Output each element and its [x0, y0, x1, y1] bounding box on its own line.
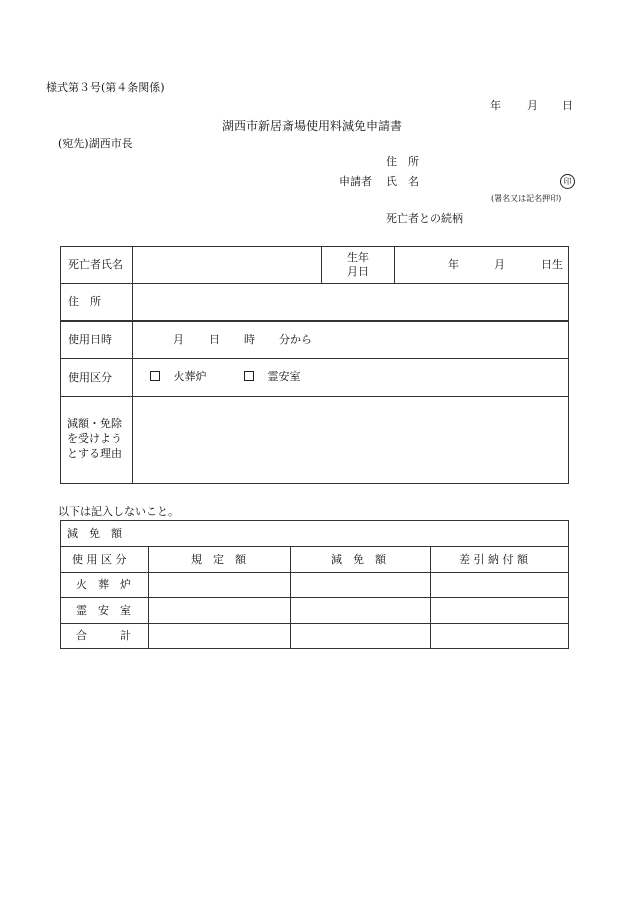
reason-label-line1: 減額・免除 [67, 417, 122, 430]
reason-label-line3: とする理由 [67, 447, 122, 460]
applicant-label: 申請者 [339, 175, 372, 188]
date-month-label: 月 [527, 99, 538, 112]
usage-hour-label: 時 [244, 333, 255, 346]
usage-day-label: 日 [209, 333, 220, 346]
row-divider [60, 597, 569, 598]
column-divider [430, 546, 431, 649]
col-header-balance: 差 引 納 付 額 [459, 553, 528, 566]
usage-date-label: 使用日時 [68, 333, 112, 346]
mortuary-checkbox[interactable] [244, 371, 254, 381]
applicant-address-label: 住 所 [386, 155, 419, 168]
seal-mark: 印 [560, 174, 575, 189]
cremation-label: 火葬炉 [173, 370, 207, 383]
col-header-reduction: 減 免 額 [331, 553, 386, 566]
reason-label-line2: を受けよう [67, 432, 122, 445]
usage-minute-label: 分から [279, 333, 312, 346]
birth-label-divider [321, 246, 322, 283]
birth-year-label: 年 [448, 258, 459, 271]
deceased-address-label: 住 所 [68, 295, 101, 308]
cremation-checkbox[interactable] [150, 371, 160, 381]
office-use-note: 以下は記入しないこと。 [58, 505, 179, 518]
mortuary-label: 霊安室 [267, 370, 301, 383]
reason-field[interactable] [133, 397, 568, 483]
deceased-name-label: 死亡者氏名 [68, 258, 123, 271]
row-divider [60, 358, 569, 359]
row-divider [60, 572, 569, 573]
usage-category-label: 使用区分 [68, 371, 112, 384]
relation-label: 死亡者との続柄 [386, 212, 463, 225]
date-day-label: 日 [562, 99, 573, 112]
seal-note: (署名又は記名押印) [491, 194, 562, 203]
column-divider [290, 546, 291, 649]
usage-date-field[interactable] [133, 322, 568, 357]
row-label-total: 合 計 [76, 629, 131, 642]
deceased-name-field[interactable] [133, 247, 320, 282]
birth-month-label: 月 [494, 258, 505, 271]
deceased-address-field[interactable] [133, 284, 568, 319]
option-cremation[interactable] [150, 371, 207, 382]
row-label-mortuary: 霊 安 室 [76, 604, 131, 617]
addressee: (宛先)湖西市長 [58, 137, 133, 150]
reduction-amount-label: 減 免 額 [67, 527, 122, 540]
page-title: 湖西市新居斎場使用料減免申請書 [222, 119, 403, 133]
row-divider [60, 546, 569, 547]
office-table-border [60, 520, 569, 649]
option-mortuary[interactable] [244, 371, 301, 382]
col-header-fixed: 規 定 額 [191, 553, 246, 566]
col-header-category: 使 用 区 分 [72, 553, 127, 566]
row-divider [60, 623, 569, 624]
date-year-label: 年 [490, 99, 501, 112]
birth-day-label: 日生 [541, 258, 563, 271]
birth-label-line2: 月日 [347, 265, 369, 278]
form-number: 様式第３号(第４条関係) [46, 81, 165, 94]
birth-label-line1: 生年 [347, 251, 369, 264]
column-divider [148, 546, 149, 649]
usage-month-label: 月 [173, 333, 184, 346]
row-label-cremation: 火 葬 炉 [76, 578, 131, 591]
applicant-name-label: 氏 名 [386, 175, 419, 188]
